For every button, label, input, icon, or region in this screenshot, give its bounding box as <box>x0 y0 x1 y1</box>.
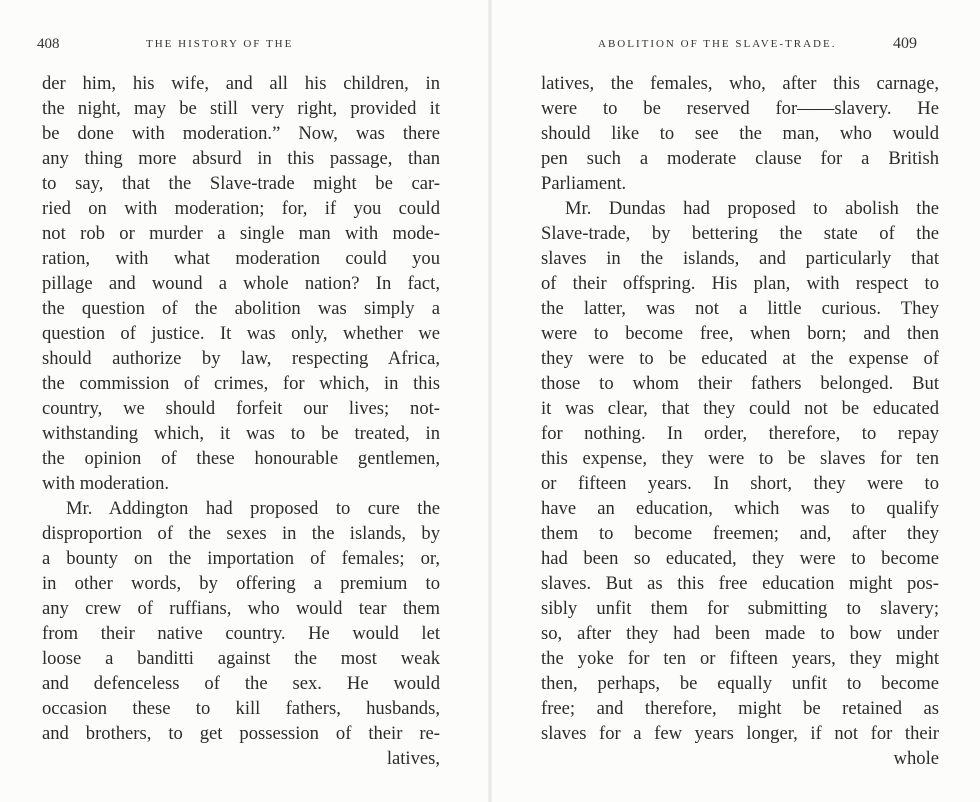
text-line: der him, his wife, and all his children, in <box>42 73 440 94</box>
text-line: pillage and wound a whole nation? In fact, <box>42 273 440 294</box>
text-line: they were to be educated at the expense of <box>541 348 939 369</box>
text-line: and defenceless of the sex. He would <box>42 673 440 694</box>
text-line: of their offspring. His plan, with respect to <box>541 273 939 294</box>
text-line: from their native country. He would let <box>42 623 440 644</box>
text-line: sibly unfit them for submitting to slavery; <box>541 598 939 619</box>
text-line: pen such a moderate clause for a British <box>541 148 939 169</box>
right-page <box>490 0 980 802</box>
text-line: the latter, was not a little curious. They <box>541 298 939 319</box>
page-number: 409 <box>893 35 917 52</box>
text-line: the yoke for ten or fifteen years, they might <box>541 648 939 669</box>
text-line: had been so educated, they were to become <box>541 548 939 569</box>
text-line: were to be reserved for——slavery. He <box>541 98 939 119</box>
text-line: and brothers, to get possession of their re- <box>42 723 440 744</box>
text-line: slaves in the islands, and particularly that <box>541 248 939 269</box>
text-line: should authorize by law, respecting Africa, <box>42 348 440 369</box>
body-text <box>541 71 939 771</box>
text-line: any crew of ruffians, who would tear them <box>42 598 440 619</box>
text-line: or fifteen years. In short, they were to <box>541 473 939 494</box>
text-line: be done with moderation.” Now, was there <box>42 123 440 144</box>
text-line: it was clear, that they could not be educated <box>541 398 939 419</box>
text-line: question of justice. It was only, whether we <box>42 323 440 344</box>
running-head: THE HISTORY OF THE <box>146 38 294 50</box>
running-head: ABOLITION OF THE SLAVE-TRADE. <box>598 38 837 50</box>
text-line: should like to see the man, who would <box>541 123 939 144</box>
text-line: Mr. Addington had proposed to cure the <box>66 498 440 519</box>
text-line: country, we should forfeit our lives; not- <box>42 398 440 419</box>
text-line: ration, with what moderation could you <box>42 248 440 269</box>
catchword: latives, <box>386 748 440 769</box>
text-line: with moderation. <box>42 473 170 494</box>
text-line: Slave-trade, by bettering the state of the <box>541 223 939 244</box>
text-line: a bounty on the importation of females; or, <box>42 548 440 569</box>
text-line: in other words, by offering a premium to <box>42 573 440 594</box>
text-line: Parliament. <box>541 173 627 194</box>
text-line: those to whom their fathers belonged. But <box>541 373 939 394</box>
text-line: this expense, they were to be slaves for ten <box>541 448 939 469</box>
text-line: then, perhaps, be equally unfit to become <box>541 673 939 694</box>
page-number: 408 <box>37 36 60 52</box>
text-line: them to become freemen; and, after they <box>541 523 939 544</box>
text-line: slaves. But as this free education might pos- <box>541 573 939 594</box>
text-line: free; and therefore, might be retained as <box>541 698 939 719</box>
text-line: disproportion of the sexes in the islands, by <box>42 523 440 544</box>
text-line: not rob or murder a single man with mode- <box>42 223 440 244</box>
text-line: the opinion of these honourable gentlemen, <box>42 448 440 469</box>
text-line: to say, that the Slave-trade might be car- <box>42 173 440 194</box>
text-line: were to become free, when born; and then <box>541 323 939 344</box>
text-line: any thing more absurd in this passage, than <box>42 148 440 169</box>
text-line: the night, may be still very right, provided it <box>42 98 440 119</box>
text-line: so, after they had been made to bow under <box>541 623 939 644</box>
text-line: occasion these to kill fathers, husbands, <box>42 698 440 719</box>
text-line: for nothing. In order, therefore, to repay <box>541 423 939 444</box>
text-line: the commission of crimes, for which, in this <box>42 373 440 394</box>
text-line: ried on with moderation; for, if you could <box>42 198 440 219</box>
body-text <box>42 71 440 771</box>
text-line: loose a banditti against the most weak <box>42 648 440 669</box>
text-line: slaves for a few years longer, if not for their <box>541 723 939 744</box>
text-line: Mr. Dundas had proposed to abolish the <box>565 198 939 219</box>
text-line: have an education, which was to qualify <box>541 498 939 519</box>
text-line: withstanding which, it was to be treated, in <box>42 423 440 444</box>
catchword: whole <box>893 748 939 769</box>
text-line: the question of the abolition was simply a <box>42 298 440 319</box>
text-line: latives, the females, who, after this carnage, <box>541 73 939 94</box>
